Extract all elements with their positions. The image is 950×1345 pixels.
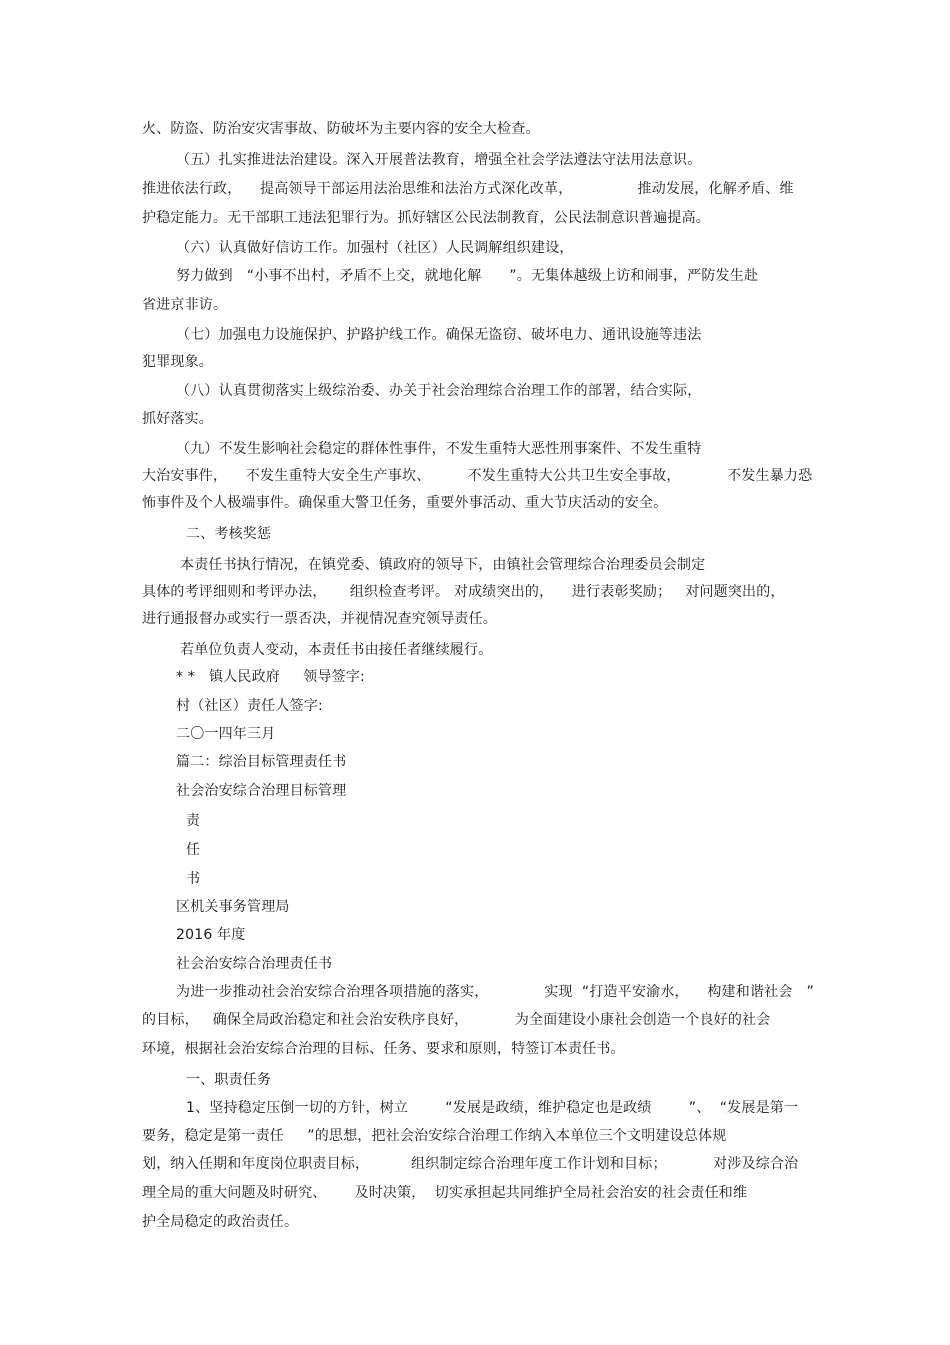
text-line: 怖事件及个人极端事件。确保重大警卫任务，重要外事活动、重大节庆活动的安全。 — [142, 495, 668, 511]
text-line: （七）加强电力设施保护、护路护线工作。确保无盗窃、破坏电力、通讯设施等违法 — [176, 327, 702, 343]
text-line: 护全局稳定的政治责任。 — [142, 1214, 299, 1230]
text-line: 犯罪现象。 — [142, 354, 213, 370]
text-line: （八）认真贯彻落实上级综治委、办关于社会治理综合治理工作的部署，结合实际， — [176, 383, 702, 399]
cover-title-char: 责 — [186, 813, 201, 829]
text-line: 进行通报督办或实行一票否决，并视情况查究领导责任。 — [142, 611, 497, 627]
text-line: （九）不发生影响社会稳定的群体性事件，不发生重特大恶性刑事案件、不发生重特 — [176, 441, 702, 457]
text-line: 大治安事件， 不发生重特大安全生产事坎、 不发生重特大公共卫生安全事故， 不发生暴力恐 — [142, 468, 813, 484]
text-line: 具体的考评细则和考评办法， 组织检查考评。 对成绩突出的， 进行表彰奖励； 对问题突出的， — [142, 584, 785, 600]
text-line: （六）认真做好信访工作。加强村（社区）人民调解组织建设， — [176, 240, 574, 256]
text-line: 要务，稳定是第一责任 ”的思想，把社会治安综合治理工作纳入本单位三个文明建设总体规 — [142, 1128, 727, 1144]
text-line: 推进依法行政， 提高领导干部运用法治思维和法治方式深化改革， 推动发展，化解矛盾、维 — [142, 181, 794, 197]
chapter-title: 篇二：综治目标管理责任书 — [176, 754, 347, 770]
text-line: 省进京非访。 — [142, 297, 228, 313]
text-line: 1、坚持稳定压倒一切的方针，树立 “发展是政绩，维护稳定也是政绩 ”、 “发展是第一 — [186, 1100, 799, 1116]
section-heading: 二、考核奖惩 — [186, 526, 272, 542]
text-line: 本责任书执行情况，在镇党委、镇政府的领导下，由镇社会管理综合治理委员会制定 — [180, 557, 706, 573]
cover-title: 社会治安综合治理目标管理 — [176, 783, 347, 799]
text-line: 环境，根据社会治安综合治理的目标、任务、要求和原则，特签订本责任书。 — [142, 1041, 625, 1057]
text-line: （五）扎实推进法治建设。深入开展普法教育，增强全社会学法遵法守法用法意识。 — [176, 152, 702, 168]
text-line: 若单位负责人变动，本责任书由接任者继续履行。 — [180, 642, 493, 658]
cover-organization: 区机关事务管理局 — [176, 899, 290, 915]
text-line: 护稳定能力。无干部职工违法犯罪行为。抓好辖区公民法制教育，公民法制意识普遍提高。 — [142, 210, 710, 226]
text-line: 努力做到 “小事不出村，矛盾不上交，就地化解 ”。无集体越级上访和闹事，严防发生赴 — [176, 268, 759, 284]
cover-title-char: 书 — [186, 871, 201, 887]
cover-year: 2016 年度 — [176, 927, 246, 943]
cover-title-char: 任 — [186, 842, 201, 858]
signature-line: 村（社区）责任人签字: — [176, 698, 323, 714]
text-line: 为进一步推动社会治安综合治理各项措施的落实， 实现 “打造平安渝水， 构建和谐社会 ” — [176, 984, 814, 1000]
document-title: 社会治安综合治理责任书 — [176, 956, 333, 972]
section-heading: 一、职责任务 — [186, 1072, 272, 1088]
text-line: 火、防盗、防治安灾害事故、防破坏为主要内容的安全大检查。 — [142, 121, 540, 137]
text-line: 的目标， 确保全局政治稳定和社会治安秩序良好， 为全面建设小康社会创造一个良好的社会 — [142, 1012, 771, 1028]
text-line: 划，纳入任期和年度岗位职责目标， 组织制定综合治理年度工作计划和目标； 对涉及综合治 — [142, 1156, 799, 1172]
signature-line: * * 镇人民政府 领导签字: — [176, 669, 365, 685]
text-line: 抓好落实。 — [142, 411, 213, 427]
date-line: 二〇一四年三月 — [176, 726, 276, 742]
text-line: 理全局的重大问题及时研究、 及时决策， 切实承担起共同维护全局社会治安的社会责任和维 — [142, 1185, 748, 1201]
